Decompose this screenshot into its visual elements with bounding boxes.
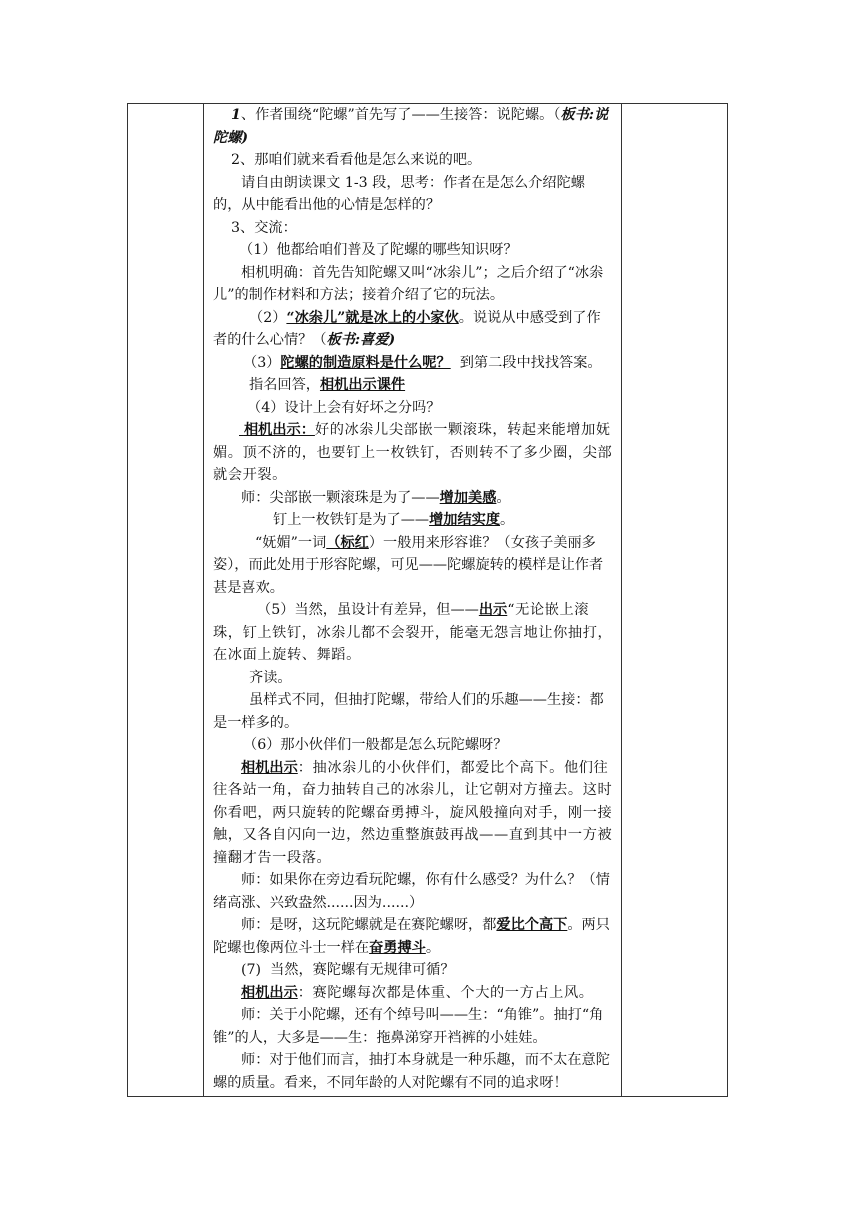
text-segment: 师：关于小陀螺，还有个绰号叫——生：“角锥”。抽打“角锥”的人，大多是——生：拖鼻涕穿开裆裤的小娃娃。 [213, 1007, 604, 1046]
text-segment: （3） [243, 354, 281, 371]
text-segment: 增加美感 [439, 489, 497, 506]
paragraph [213, 959, 613, 982]
text-segment: 。 [496, 489, 511, 506]
text-segment: 好的冰尜儿尖部嵌一颗滚珠，转起来能增加妩媚。顶不济的，也要钉上一枚铁钉，否则转不了多少圈，尖部就会开裂。 [213, 422, 613, 483]
text-segment: 3、交流： [231, 219, 297, 236]
paragraph [213, 419, 613, 487]
text-segment: 师：如果你在旁边看玩陀螺，你有什么感受？为什么？（情绪高涨、兴致盎然......因为......） [213, 872, 610, 911]
text-segment: “妩媚”一词 [255, 534, 327, 551]
text-segment: 钉上一枚铁钉是为了—— [273, 512, 430, 528]
text-segment: 。说说从中感受到了作者的什么心情？（ [213, 309, 601, 348]
text-segment: 指名回答， [249, 377, 320, 393]
paragraph [213, 532, 613, 600]
text-segment: (7) 当然，赛陀螺有无规律可循？ [241, 962, 455, 978]
paragraph [213, 869, 613, 914]
paragraph [213, 352, 613, 375]
paragraph [213, 104, 613, 149]
paragraph [213, 509, 613, 532]
text-segment: （标红 [326, 534, 369, 551]
paragraph [213, 487, 613, 510]
paragraph [213, 689, 613, 734]
text-segment: 。 [425, 939, 441, 956]
text-segment: 齐读。 [249, 669, 292, 686]
text-segment: 、作者围绕“陀螺”首先写了——生接答：说陀螺。（ [240, 107, 561, 123]
paragraph [213, 374, 613, 397]
text-segment: （6）那小伙伴们一般都是怎么玩陀螺呀？ [243, 737, 508, 753]
column-divider-right [621, 104, 622, 1096]
text-segment: 板书:喜爱) [326, 332, 396, 348]
text-segment: ：赛陀螺每次都是体重、个大的一方占上风。 [297, 984, 594, 1001]
text-segment: 爱比个高下 [496, 917, 568, 933]
paragraph [213, 914, 613, 959]
text-segment: 板书:说陀螺) [213, 107, 609, 146]
text-segment: 。 [500, 512, 515, 528]
text-segment: 2、那咱们就来看看他是怎么来说的吧。 [231, 152, 482, 168]
text-segment: 相机出示： [239, 422, 315, 438]
text-segment: “无论嵌上滚珠，钉上铁钉，冰尜儿都不会裂开，能毫无怨言地让你抽打，在冰面上旋转、舞蹈。 [213, 602, 613, 663]
text-segment: 师：对于他们而言，抽打本身就是一种乐趣，而不太在意陀螺的质量。看来，不同年龄的人对陀螺有不同的追求呀！ [213, 1052, 610, 1091]
text-segment: 请自由朗读课文 1-3 段，思考：作者在是怎么介绍陀螺的，从中能看出他的心情是怎样的？ [213, 174, 585, 213]
paragraph [213, 734, 613, 757]
text-segment: 师：是呀，这玩陀螺就是在赛陀螺呀，都 [241, 917, 497, 933]
text-segment: “冰尜儿”就是冰上的小家伙 [286, 309, 459, 326]
text-segment: （5）当然，虽设计有差异，但—— [257, 602, 479, 618]
text-segment: 奋勇搏斗 [369, 939, 426, 956]
text-segment: （4）设计上会有好坏之分吗？ [247, 399, 441, 416]
paragraph [213, 667, 613, 690]
text-segment: ：抽冰尜儿的小伙伴们，都爱比个高下。他们往往各站一角，奋力抽转自己的冰尜儿，让它朝对方撞去。这时你看吧，两只旋转的陀螺奋勇搏斗，旋风般撞向对手，刚一接触，又各自闪向一边，然边重整旗鼓再战——直到其中一方被撞翻才告一段落。 [213, 759, 613, 866]
text-segment: 相机出示课件 [319, 377, 406, 393]
paragraph [213, 172, 613, 217]
paragraph [213, 262, 613, 307]
text-segment: （1）他都给咱们普及了陀螺的哪些知识呀？ [239, 242, 518, 258]
text-segment: 相机出示 [241, 984, 298, 1001]
text-segment: 1 [231, 107, 241, 123]
text-segment: 出示 [478, 602, 508, 618]
paragraph [213, 149, 613, 172]
paragraph [213, 599, 613, 667]
paragraph [213, 757, 613, 870]
paragraph [213, 397, 613, 420]
column-divider-left [203, 104, 204, 1096]
paragraph [213, 217, 613, 240]
text-segment: 到第二段中找找答案。 [450, 354, 602, 371]
text-segment: （2） [249, 309, 287, 326]
text-segment: 陀螺的制造原料是什么呢？ [280, 354, 451, 371]
text-segment: 虽样式不同，但抽打陀螺，带给人们的乐趣——生接：都是一样多的。 [213, 692, 604, 731]
text-segment: ）一般用来形容谁？（女孩子美丽多姿），而此处用于形容陀螺，可见——陀螺旋转的模样是让作者甚是喜欢。 [213, 534, 604, 596]
text-segment: 相机明确：首先告知陀螺又叫“冰尜儿”；之后介绍了“冰尜儿”的制作材料和方法；接着介绍了它的玩法。 [213, 264, 604, 303]
paragraph [213, 307, 613, 352]
text-segment: 增加结实度 [429, 512, 501, 528]
paragraph [213, 239, 613, 262]
text-segment: 。两只陀螺也像两位斗士一样在 [213, 917, 610, 956]
paragraph [213, 1049, 613, 1094]
text-segment: 相机出示 [241, 759, 298, 776]
paragraph [213, 982, 613, 1005]
paragraph [213, 1004, 613, 1049]
text-segment: 师：尖部嵌一颗滚珠是为了—— [241, 489, 440, 506]
lesson-content [213, 104, 613, 1094]
